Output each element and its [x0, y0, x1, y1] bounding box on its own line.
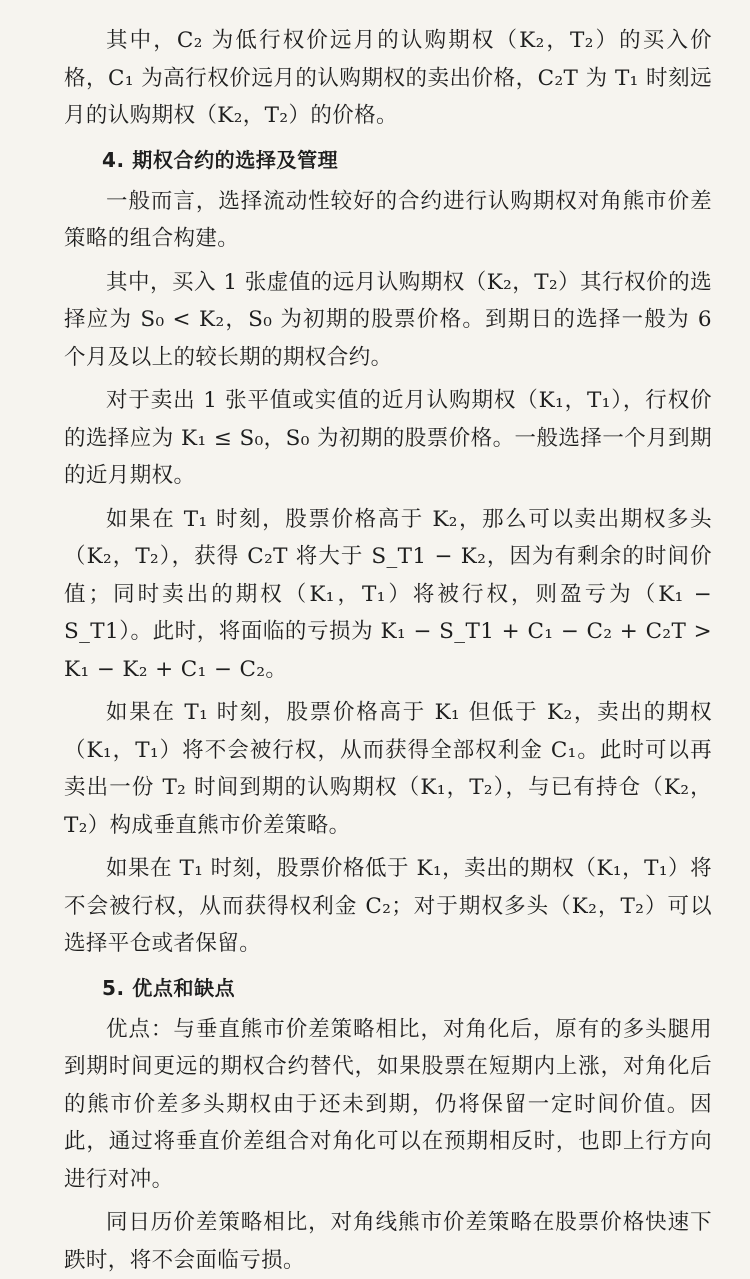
paragraph-calendar-compare: 同日历价差策略相比，对角线熊市价差策略在股票价格快速下跌时，将不会面临亏损。 [64, 1210, 712, 1273]
paragraph-case-above-k2: 如果在 T₁ 时刻，股票价格高于 K₂，那么可以卖出期权多头（K₂，T₂），获得 C₂T 将大于 S_T1 − K₂，因为有剩余的时间价值；同时卖出的期权（K₁，T₁）将被行权，则盈亏为（K₁ − S_T1）。此时，将面临的亏损为 K₁ − S_T1 + C₁ − C₂ + C₂T > K₁ − K₂ + C₁ − C₂。 [64, 506, 712, 682]
paragraph-case-between: 如果在 T₁ 时刻，股票价格高于 K₁ 但低于 K₂，卖出的期权（K₁，T₁）将不会被行权，从而获得全部权利金 C₁。此时可以再卖出一份 T₂ 时间到期的认购期权（K₁，T₂），与已有持仓（K₂，T₂）构成垂直熊市价差策略。 [64, 700, 712, 838]
paragraph-contract-choice: 一般而言，选择流动性较好的合约进行认购期权对角熊市价差策略的组合构建。 [64, 188, 712, 251]
section-heading-5: 5. 优点和缺点 [102, 975, 236, 1000]
paragraph-buy-far-call: 其中，买入 1 张虚值的远月认购期权（K₂，T₂）其行权价的选择应为 S₀ < K₂，S₀ 为初期的股票价格。到期日的选择一般为 6 个月及以上的较长期的期权合约。 [64, 269, 712, 370]
paragraph-case-below-k1: 如果在 T₁ 时刻，股票价格低于 K₁，卖出的期权（K₁，T₁）将不会被行权，从而获得权利金 C₂；对于期权多头（K₂，T₂）可以选择平仓或者保留。 [64, 856, 712, 956]
paragraph-sell-near-call: 对于卖出 1 张平值或实值的近月认购期权（K₁，T₁），行权价的选择应为 K₁ ≤ S₀，S₀ 为初期的股票价格。一般选择一个月到期的近月期权。 [64, 388, 712, 488]
paragraph-intro: 其中，C₂ 为低行权价远月的认购期权（K₂，T₂）的买入价格，C₁ 为高行权价远月的认购期权的卖出价格，C₂T 为 T₁ 时刻远月的认购期权（K₂，T₂）的价格。 [64, 28, 712, 128]
paragraph-advantages: 优点：与垂直熊市价差策略相比，对角化后，原有的多头腿用到期时间更远的期权合约替代，如果股票在短期内上涨，对角化后的熊市价差多头期权由于还未到期，仍将保留一定时间价值。因此，通过将垂直价差组合对角化可以在预期相反时，也即上行方向进行对冲。 [64, 1016, 712, 1192]
section-heading-4: 4. 期权合约的选择及管理 [102, 147, 339, 172]
